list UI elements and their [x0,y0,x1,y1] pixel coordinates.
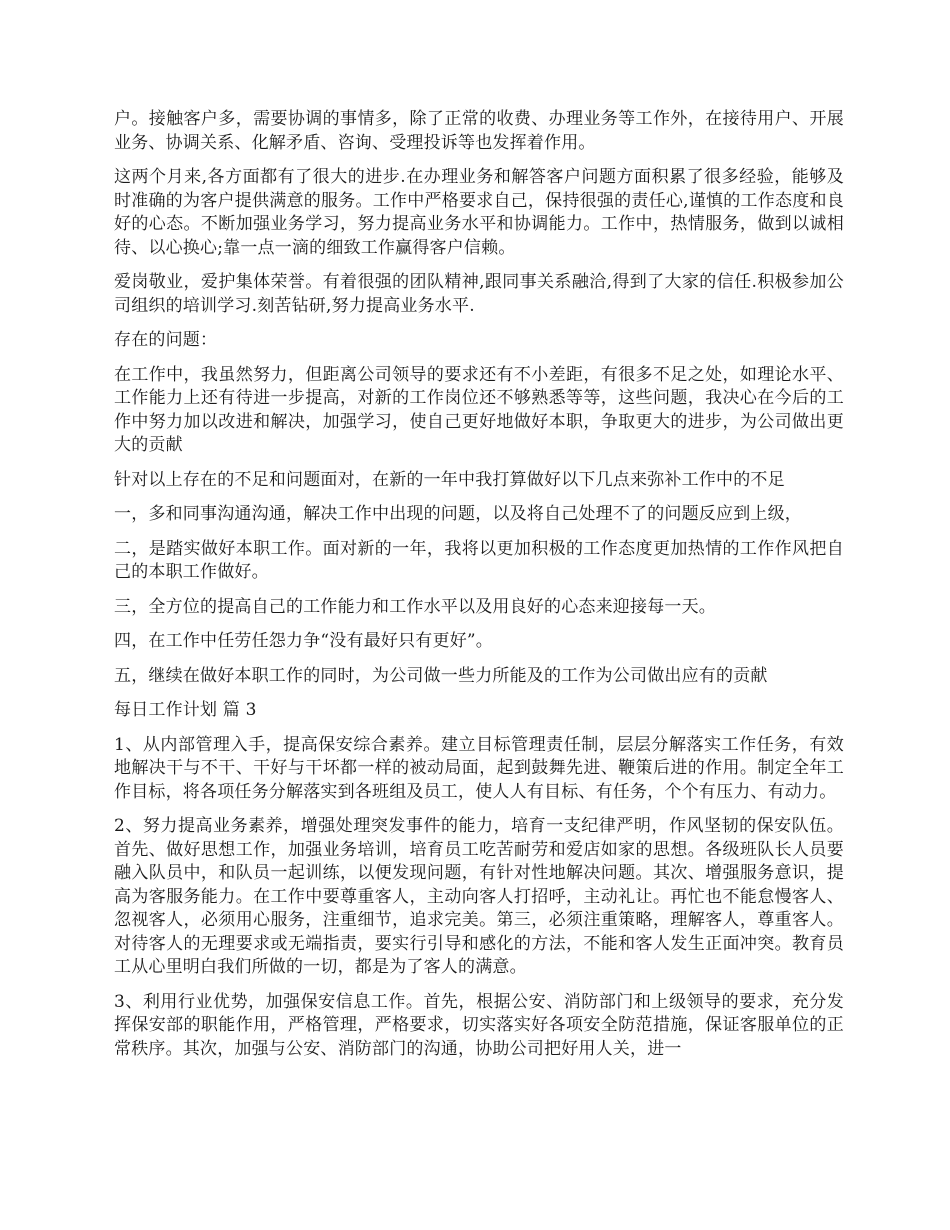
plan-item-1: 1、从内部管理入手，提高保安综合素养。建立目标管理责任制，层层分解落实工作任务，有效地解决干与不干、干好与干坏都一样的被动局面，起到鼓舞先进、鞭策后进的作用。制定全年工作目标，将各项任务分解落实到各班组及员工，使人人有目标、有任务，个个有压力、有动力。 [114,734,844,802]
section-heading-problems: 存在的问题： [114,330,218,350]
list-item-5: 五，继续在做好本职工作的同时，为公司做一些力所能及的工作为公司做出应有的贡献 [114,665,768,686]
paragraph-intro-duties: 户。接触客户多，需要协调的事情多，除了正常的收费、办理业务等工作外，在接待用户、开展业务、协调关系、化解矛盾、咨询、受理投诉等也发挥着作用。 [114,109,844,153]
paragraph-improvement-plan: 针对以上存在的不足和问题面对，在新的一年中我打算做好以下几点来弥补工作中的不足 [114,469,785,490]
list-item-4: 四，在工作中任劳任怨力争“没有最好只有更好”。 [114,631,493,651]
plan-item-2: 2、努力提高业务素养，增强处理突发事件的能力，培育一支纪律严明，作风坚韧的保安队伍。首先、做好思想工作，加强业务培训，培育员工吃苦耐劳和爱店如家的思想。各级班队长人员要融入队员中，和队员一起训练，以便发现问题，有针对性地解决问题。其次、增强服务意识，提高为客服务能力。在工作中要尊重客人，主动向客人打招呼，主动礼让。再忙也不能怠慢客人、忽视客人，必须用心服务，注重细节，追求完美。第三，必须注重策略，理解客人，尊重客人。对待客人的无理要求或无端指责，要实行引导和感化的方法，不能和客人发生正面冲突。教育员工从心里明白我们所做的一切，都是为了客人的满意。 [114,816,844,977]
list-item-1: 一，多和同事沟通沟通，解决工作中出现的问题，以及将自己处理不了的问题反应到上级， [114,504,802,524]
list-item-2: 二，是踏实做好本职工作。面对新的一年，我将以更加积极的工作态度更加热情的工作作风把自己的本职工作做好。 [114,538,844,582]
list-item-3: 三，全方位的提高自己的工作能力和工作水平以及用良好的心态来迎接每一天。 [114,596,716,617]
plan-item-3: 3、利用行业优势，加强保安信息工作。首先，根据公安、消防部门和上级领导的要求，充分发挥保安部的职能作用，严格管理，严格要求，切实落实好各项安全防范措施，保证客服单位的正常秩序。其次，加强与公安、消防部门的沟通，协助公司把好用人关，进一 [114,991,844,1059]
paragraph-dedication: 爱岗敬业，爱护集体荣誉。有着很强的团队精神,跟同事关系融洽,得到了大家的信任.积极参加公司组织的培训学习.刻苦钻研,努力提高业务水平. [114,272,844,316]
paragraph-shortcomings: 在工作中，我虽然努力，但距离公司领导的要求还有不小差距，有很多不足之处，如理论水平、工作能力上还有待进一步提高，对新的工作岗位还不够熟悉等等，这些问题，我决心在今后的工作中努力加以改进和解决，加强学习，使自己更好地做好本职，争取更大的进步，为公司做出更大的贡献 [114,364,844,455]
section-heading-plan-3: 每日工作计划 篇 3 [114,700,257,720]
document-body [114,108,844,1072]
paragraph-progress: 这两个月来,各方面都有了很大的进步.在办理业务和解答客户问题方面积累了很多经验，能够及时准确的为客户提供满意的服务。工作中严格要求自己，保持很强的责任心,谨慎的工作态度和良好的心态。不断加强业务学习，努力提高业务水平和协调能力。工作中，热情服务，做到以诚相待、以心换心;靠一点一滴的细致工作赢得客户信赖。 [114,167,844,258]
